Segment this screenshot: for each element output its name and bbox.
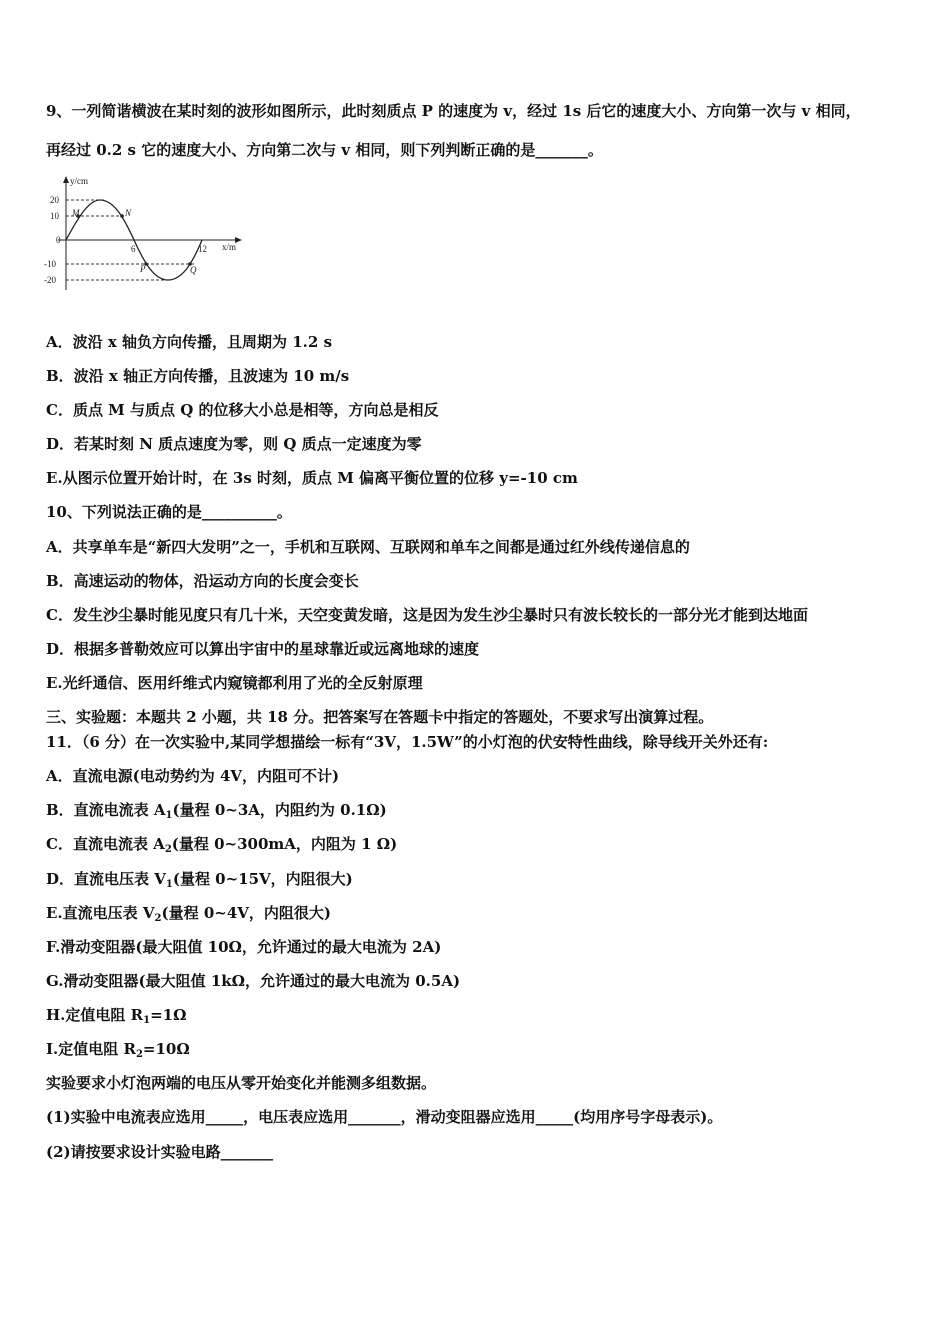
q9-stem-line1: 9、一列简谐横波在某时刻的波形如图所示，此时刻质点 P 的速度为 v，经过 1s 后它的速度大小、方向第一次与 v 相同， [46,102,861,120]
q10-option-e: E.光纤通信、医用纤维式内窥镜都利用了光的全反射原理 [46,674,423,692]
y-axis-arrow [63,176,69,183]
q9-option-e: E.从图示位置开始计时，在 3s 时刻，质点 M 偏离平衡位置的位移 y=-10 cm [46,469,578,487]
q10-option-d: D．根据多普勒效应可以算出宇宙中的星球靠近或远离地球的速度 [46,640,480,658]
q9-option-d: D．若某时刻 N 质点速度为零，则 Q 质点一定速度为零 [46,435,422,453]
q9-option-b: B．波沿 x 轴正方向传播，且波速为 10 m/s [46,367,350,385]
q11-stem: 11．（6 分）在一次实验中,某同学想描绘一标有“3V，1.5W”的小灯泡的伏安特性曲线，除导线开关外还有: [46,733,769,751]
y-tick-10: 10 [50,211,59,221]
q9-stem-line2: 再经过 0.2 s 它的速度大小、方向第二次与 v 相同，则下列判断正确的是_______。 [46,141,603,159]
q11-option-d: D．直流电压表 $V_1$(量程 0~15V，内阻很大) [46,870,353,890]
q11-option-h: H.定值电阻 $R_1=1\Omega$ [46,1006,187,1026]
q11-option-b: B．直流电流表 $A_1$(量程 0~3A，内阻约为 0.1Ω) [46,801,387,821]
point-n-dot [120,214,124,218]
point-p-label: P [140,264,146,274]
y-tick-minus10: -10 [44,259,56,269]
x-axis-label: x/m [222,242,237,252]
y-tick-minus20: -20 [44,275,56,285]
x-tick-12: 12 [198,244,207,254]
y-tick-0: 0 [56,235,61,245]
x-axis-arrow [235,237,242,243]
q11-option-g: G.滑动变阻器(最大阻值 1kΩ，允许通过的最大电流为 0.5A) [46,972,461,990]
point-m-label: M [72,208,80,218]
y-axis-label: y/cm [70,176,88,186]
q10-option-b: B．高速运动的物体，沿运动方向的长度会变长 [46,572,359,590]
q11-part1: (1)实验中电流表应选用_____，电压表应选用_______，滑动变阻器应选用_____(均用序号字母表示)。 [46,1108,723,1126]
q11-option-i: I.定值电阻 $R_2=10\Omega$ [46,1040,190,1060]
point-q-label: Q [190,265,197,275]
q11-requirement: 实验要求小灯泡两端的电压从零开始变化并能测多组数据。 [46,1074,437,1092]
q10-option-a: A．共享单车是“新四大发明”之一，手机和互联网、互联网和单车之间都是通过红外线传递信息的 [46,538,690,556]
q9-option-a: A．波沿 x 轴负方向传播，且周期为 1.2 s [46,333,333,351]
q11-option-a: A．直流电源(电动势约为 4V，内阻可不计) [46,767,340,785]
q11-part2: (2)请按要求设计实验电路_______ [46,1143,274,1161]
y-tick-20: 20 [50,195,59,205]
wave-figure [44,172,244,296]
q11-option-e: E.直流电压表 $V_2$(量程 0~4V，内阻很大) [46,904,331,924]
q9-option-c: C．质点 M 与质点 Q 的位移大小总是相等，方向总是相反 [46,401,439,419]
q10-stem: 10、下列说法正确的是__________。 [46,503,292,521]
q11-option-c: C．直流电流表 $A_2$(量程 0~300mA，内阻为 1 Ω) [46,835,398,855]
q10-option-c: C．发生沙尘暴时能见度只有几十米，天空变黄发暗，这是因为发生沙尘暴时只有波长较长的一部分光才能到达地面 [46,606,808,624]
point-n-label: N [125,208,132,218]
x-tick-6: 6 [131,244,136,254]
q11-option-f: F.滑动变阻器(最大阻值 10Ω，允许通过的最大电流为 2A) [46,938,442,956]
section3-heading: 三、实验题：本题共 2 小题，共 18 分。把答案写在答题卡中指定的答题处，不要求写出演算过程。 [46,708,714,726]
